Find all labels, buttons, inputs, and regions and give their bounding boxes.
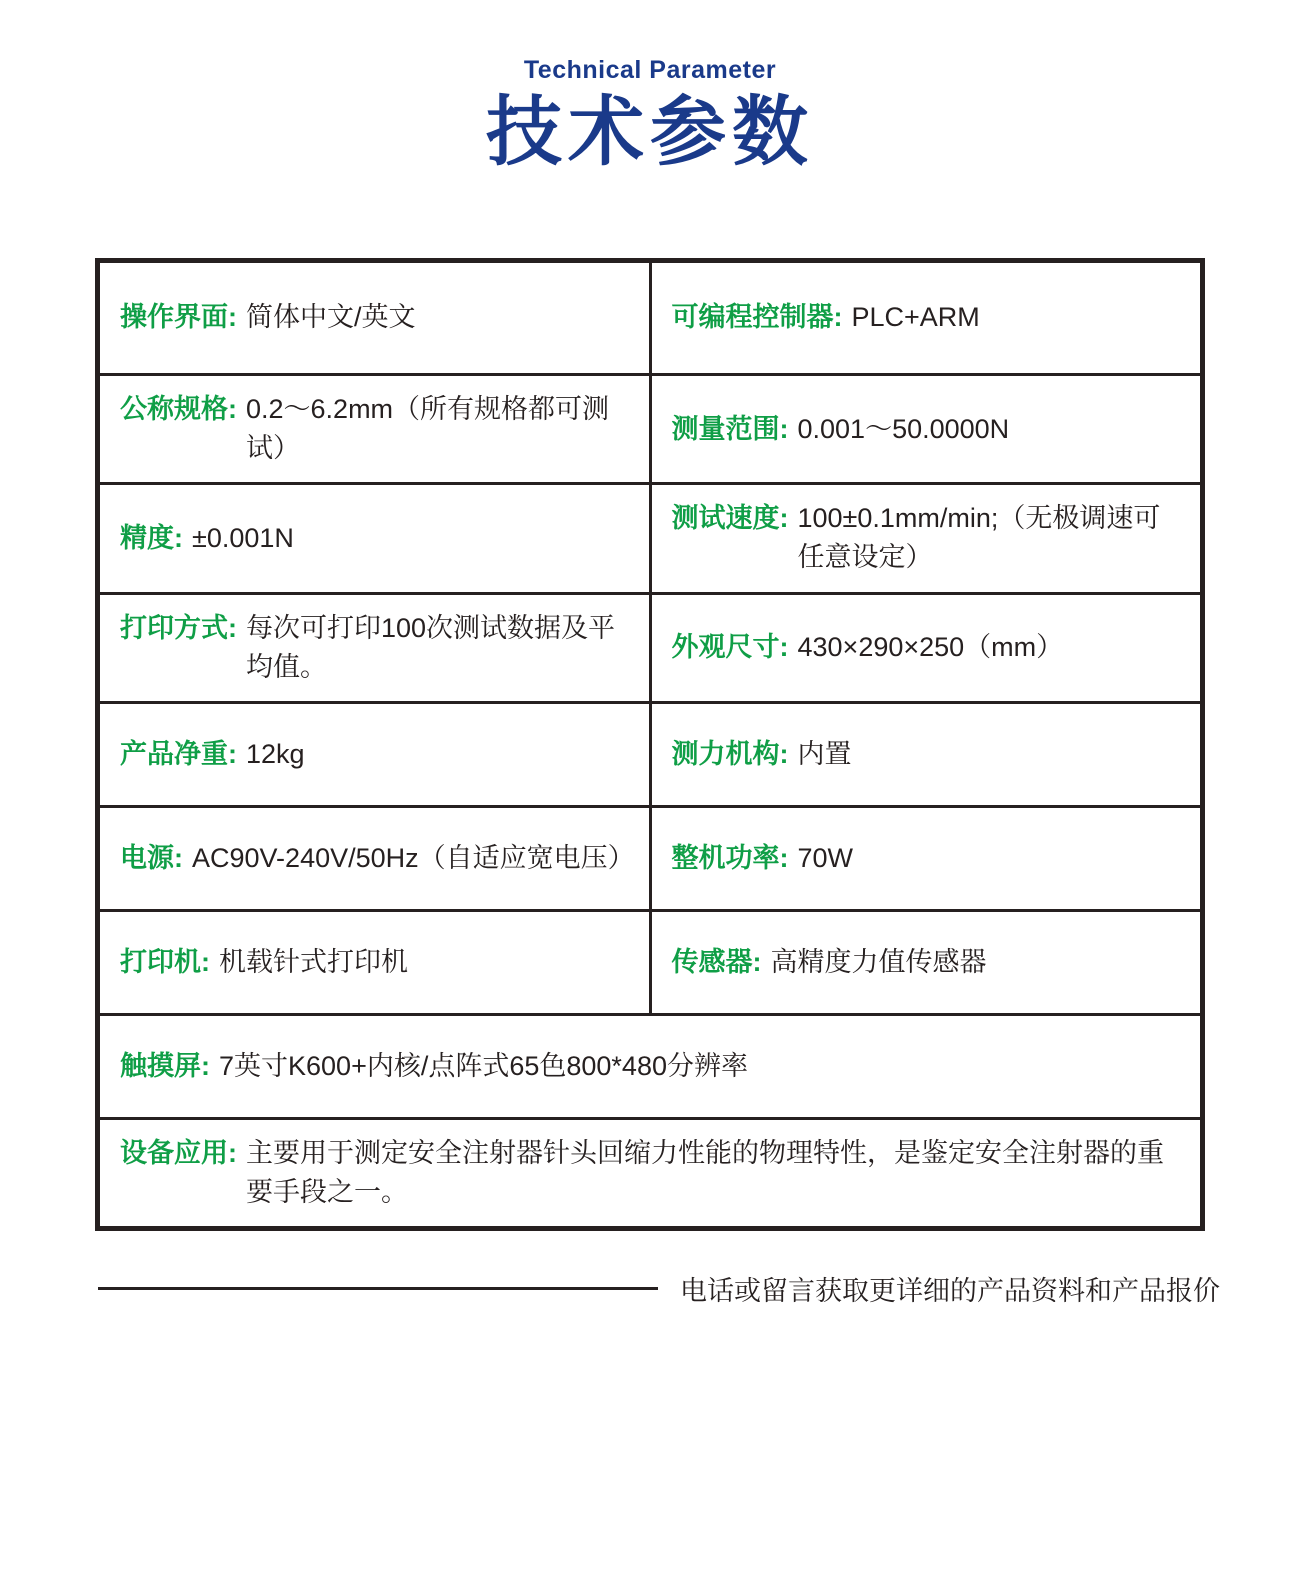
cell-value: 7英寸K600+内核/点阵式65色800*480分辨率 (219, 1050, 748, 1081)
cell-value: 每次可打印100次测试数据及平均值。 (246, 612, 616, 682)
cell-content (120, 609, 625, 687)
cell-content (672, 735, 1177, 774)
cell-value: 机载针式打印机 (219, 946, 408, 977)
cell-content (120, 1134, 1176, 1212)
cell-value: 简体中文/英文 (246, 302, 416, 333)
cell-value: 12kg (246, 738, 305, 769)
footer (98, 1262, 1220, 1314)
cell-label: 外观尺寸: (671, 632, 789, 663)
table-row (100, 482, 1200, 591)
cell-content (672, 943, 1177, 982)
cell-label: 产品净重: (120, 738, 237, 769)
table-row (100, 373, 1200, 482)
footer-note: 电话或留言获取更详细的产品资料和产品报价 (680, 1275, 1220, 1306)
cell-value: 0.001～50.0000N (797, 413, 1010, 444)
cell-content (672, 839, 1177, 878)
table-row (100, 263, 1200, 373)
cell-content (672, 298, 1177, 337)
table-cell (649, 912, 1201, 1013)
table-cell (100, 376, 649, 482)
table-cell (100, 912, 649, 1013)
table-cell (649, 704, 1201, 805)
cell-content (120, 390, 625, 468)
cell-value: AC90V-240V/50Hz（自适应宽电压） (192, 842, 635, 873)
table-cell (100, 1016, 1200, 1117)
cell-content (120, 519, 625, 558)
cell-value: ±0.001N (192, 522, 294, 553)
cell-value: 高精度力值传感器 (770, 946, 987, 977)
cell-content (120, 1047, 1176, 1086)
table-cell (100, 485, 649, 591)
table-cell (649, 485, 1201, 591)
table-cell (100, 704, 649, 805)
cell-label: 设备应用: (120, 1137, 237, 1168)
cell-value: 主要用于测定安全注射器针头回缩力性能的物理特性，是鉴定安全注射器的重要手段之一。 (246, 1137, 1164, 1207)
cell-label: 触摸屏: (120, 1050, 210, 1081)
table-row (100, 909, 1200, 1013)
footer-divider-line (98, 1287, 658, 1290)
cell-label: 打印方式: (120, 612, 237, 643)
cell-label: 传感器: (671, 946, 762, 977)
table-cell (649, 595, 1201, 701)
table-row (100, 805, 1200, 909)
table-cell (100, 595, 649, 701)
cell-label: 打印机: (120, 946, 210, 977)
page-header (0, 56, 1300, 173)
page-title: 技术参数 (486, 90, 814, 175)
table-cell (100, 263, 649, 373)
cell-label: 操作界面: (120, 302, 237, 333)
cell-content (120, 943, 625, 982)
cell-value: 70W (797, 842, 854, 873)
parameters-table (95, 258, 1205, 1231)
cell-content (120, 839, 635, 878)
table-row (100, 592, 1200, 701)
table-row (100, 701, 1200, 805)
cell-content (120, 298, 625, 337)
table-cell (649, 376, 1201, 482)
cell-label: 测力机构: (671, 738, 789, 769)
cell-content (672, 499, 1177, 577)
cell-label: 可编程控制器: (671, 302, 843, 333)
table-cell (649, 808, 1201, 909)
cell-content (120, 735, 625, 774)
cell-value: PLC+ARM (851, 302, 980, 333)
cell-value: 0.2～6.2mm（所有规格都可测试） (246, 394, 610, 464)
table-row (100, 1117, 1200, 1226)
cell-value: 内置 (797, 738, 852, 769)
cell-value: 100±0.1mm/min;（无极调速可任意设定） (797, 503, 1161, 573)
cell-label: 测量范围: (671, 413, 789, 444)
cell-label: 公称规格: (120, 394, 237, 424)
cell-label: 电源: (120, 842, 183, 873)
cell-content (672, 410, 1177, 449)
table-cell (100, 808, 649, 909)
cell-label: 测试速度: (671, 503, 789, 534)
table-row (100, 1013, 1200, 1117)
table-cell (649, 263, 1201, 373)
cell-content (672, 628, 1177, 667)
cell-label: 精度: (120, 522, 183, 553)
table-cell (100, 1120, 1200, 1226)
header-subtitle-en: Technical Parameter (523, 56, 777, 84)
cell-value: 430×290×250（mm） (797, 632, 1064, 663)
cell-label: 整机功率: (671, 842, 789, 873)
